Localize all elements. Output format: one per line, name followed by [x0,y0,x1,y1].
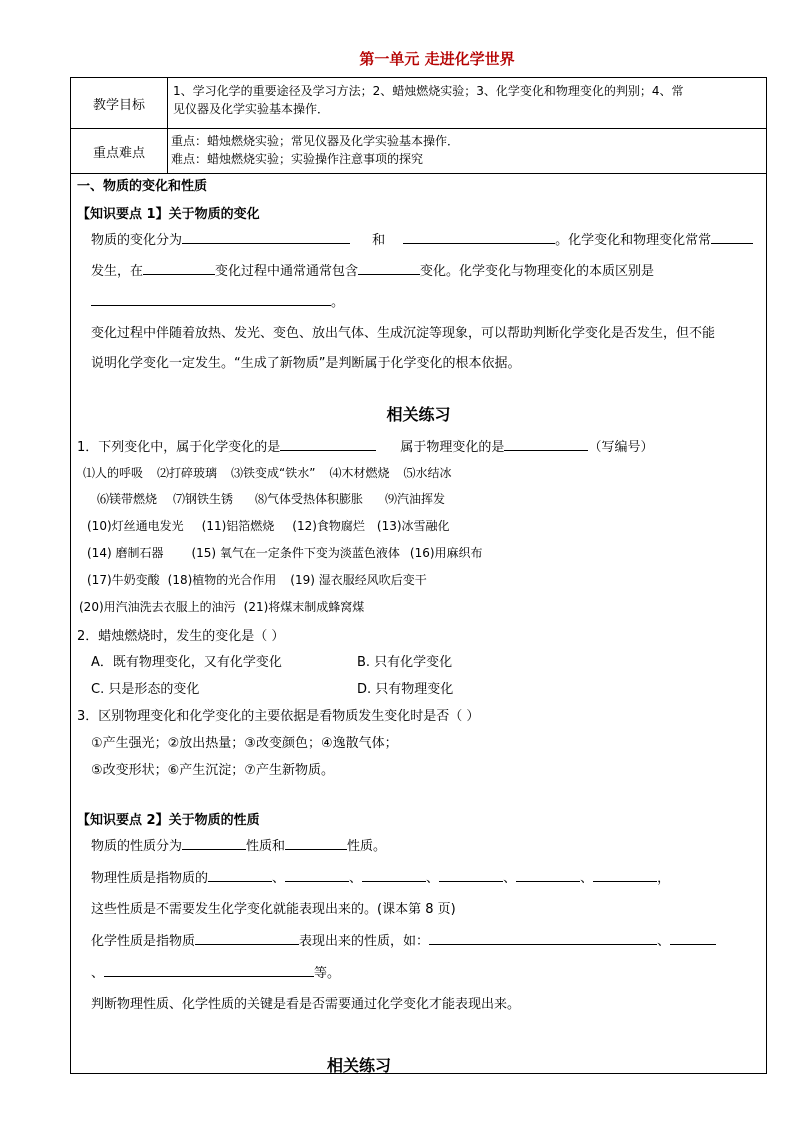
question-2: 2．蜡烛燃烧时，发生的变化是（ ） [77,629,285,644]
question-3-options: ①产生强光；②放出热量；③改变颜色；④逸散气体； [91,736,398,751]
choice-c: C. 只是形态的变化 [91,682,200,697]
paragraph-line: 化学性质是指物质 表现出来的性质，如： 、 [91,930,716,949]
choice-d: D. 只有物理变化 [357,682,454,697]
paragraph-line: 物理性质是指物质的 、 、 、 、 、 ， [91,871,671,886]
option-list: (14) 磨制石器 (15) 氧气在一定条件下变为淡蓝色液体 (16)用麻织布 [87,546,483,560]
option-list: (10)灯丝通电发光 (11)铝箔燃烧 (12)食物腐烂 (13)冰雪融化 [87,519,450,533]
practice-heading: 相关练习 [386,405,451,424]
knowledge-point-2: 【知识要点 2】关于物质的性质 [77,813,260,828]
paragraph-line: 说明化学变化一定发生。“生成了新物质”是判断属于化学变化的根本依据。 [91,356,521,371]
paragraph-line: 判断物理性质、化学性质的关键是看是否需要通过化学变化才能表现出来。 [91,997,521,1012]
lesson-sheet [70,77,767,1074]
choice-a: A．既有物理变化，又有化学变化 [91,655,282,670]
option-list: (17)牛奶变酸 (18)植物的光合作用 (19) 湿衣服经风吹后变干 [87,573,427,587]
option-list: ⑹镁带燃烧 ⑺钢铁生锈 ⑻气体受热体积膨胀 ⑼汽油挥发 [97,492,446,506]
paragraph-line: 。 [91,291,344,310]
paragraph-line: 物质的性质分为 性质和 性质。 [91,839,387,854]
paragraph-line: 这些性质是不需要发生化学变化就能表现出来的。(课本第 8 页) [91,902,456,917]
key-content: 重点：蜡烛燃烧实验；常见仪器及化学实验基本操作． 难点：蜡烛燃烧实验；实验操作注意事项的探究 [171,134,460,166]
choice-b: B. 只有化学变化 [357,655,453,670]
paragraph-line: 发生，在 变化过程中通常通常包含 变化。化学变化与物理变化的本质区别是 [91,264,655,279]
goal-content: 1、学习化学的重要途径及学习方法；2、蜡烛燃烧实验；3、化学变化和物理变化的判别；4、常 见仪器及化学实验基本操作． [173,84,684,116]
goal-label: 教学目标 [71,78,168,128]
question-3: 3．区别物理变化和化学变化的主要依据是看物质发生变化时是否（ ） [77,709,480,724]
key-row [71,129,766,174]
paragraph-line: 、 等。 [91,966,341,981]
practice-heading: 相关练习 [327,1056,392,1075]
option-list: (20)用汽油洗去衣服上的油污 (21)将煤末制成蜂窝煤 [79,600,365,614]
paragraph-line: 物质的变化分为 和 。化学变化和物理变化常常 [91,229,753,248]
key-label: 重点难点 [71,129,168,173]
knowledge-point-1: 【知识要点 1】关于物质的变化 [77,207,260,222]
question-1: 1．下列变化中，属于化学变化的是 属于物理变化的是 （写编号） [77,440,654,455]
goal-row [71,78,766,129]
section-heading: 一、物质的变化和性质 [77,179,208,194]
question-3-options: ⑤改变形状；⑥产生沉淀；⑦产生新物质。 [91,763,334,778]
page-title: 第一单元 走进化学世界 [359,50,515,68]
paragraph-line: 变化过程中伴随着放热、发光、变色、放出气体、生成沉淀等现象，可以帮助判断化学变化是否发生，但不能 [91,326,716,341]
option-list: ⑴人的呼吸 ⑵打碎玻璃 ⑶铁变成“铁水” ⑷木材燃烧 ⑸水结冰 [83,466,452,480]
